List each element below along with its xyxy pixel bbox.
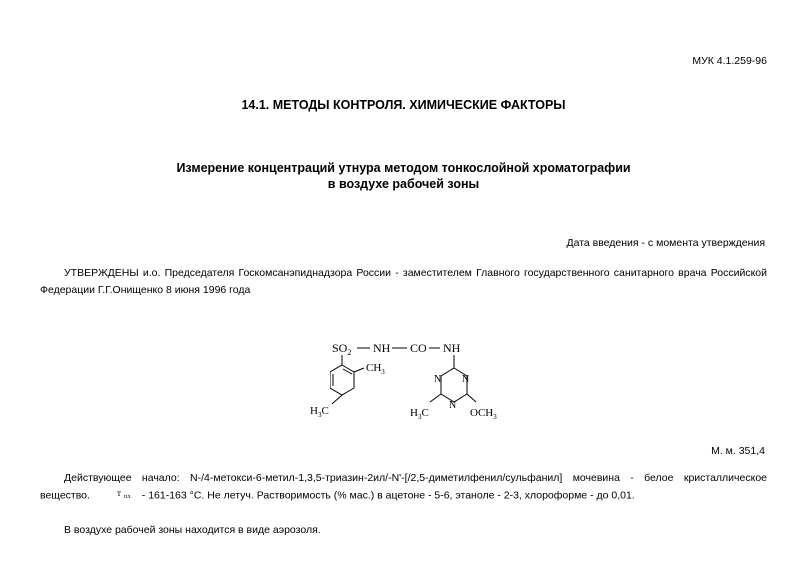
- formula-h3c-benzene: $H_3C$: [310, 405, 329, 420]
- document-title: [0, 160, 807, 192]
- title-line-1: Измерение концентраций утнура методом тонкослойной хроматографии: [176, 161, 631, 175]
- formula-co: CO: [410, 341, 427, 355]
- svg-text:пл.: пл.: [123, 494, 132, 498]
- svg-text:т: т: [116, 488, 121, 498]
- triazine-n-3: N: [449, 400, 457, 411]
- introduction-date: Дата введения - с момента утверждения: [566, 237, 765, 249]
- formula-och3: $OCH_3$: [470, 407, 497, 421]
- formula-ch3-ring: $CH_3$: [366, 362, 385, 376]
- triazine-n-2: N: [462, 374, 470, 385]
- formula-nh-1: NH: [373, 341, 391, 355]
- aerosol-text: В воздухе рабочей зоны находится в виде аэрозоля.: [64, 524, 321, 536]
- document-code: МУК 4.1.259-96: [692, 55, 767, 67]
- formula-h3c-triazine: $H_3C$: [410, 407, 429, 421]
- formula-so2: $SO_2$: [332, 341, 352, 357]
- structural-formula: [330, 338, 510, 428]
- approved-text: и.о. Председателя Госкомсанэпиднадзора России - заместителем Главного государственного санитарного врача Российской Федерации Г.Г.Онищенко 8 июня 1996 года: [40, 267, 767, 296]
- triazine-n-1: N: [434, 374, 442, 385]
- section-heading: 14.1. МЕТОДЫ КОНТРОЛЯ. ХИМИЧЕСКИЕ ФАКТОРЫ: [241, 98, 566, 112]
- formula-nh-2: NH: [443, 341, 461, 355]
- aerosol-paragraph: [40, 522, 767, 539]
- active-text-2: - 161-163 °С. Не летуч. Растворимость (% мас.) в ацетоне - 5-6, этаноле - 2-3, хлороформе - до 0,01.: [138, 489, 635, 502]
- title-line-2: в воздухе рабочей зоны: [327, 177, 480, 191]
- active-text-1: Действующее начало: N-/4-метокси-6-метил-1,3,5-триазин-2ил/-N'-[/2,5-диметилфенил/сульфанил] мочевина - белое кристаллическое вещество.: [40, 472, 767, 502]
- molecular-mass: М. м. 351,4: [711, 445, 765, 457]
- approval-paragraph: [40, 265, 767, 299]
- active-substance-paragraph: [40, 470, 767, 504]
- approved-label: УТВЕРЖДЕНЫ: [64, 267, 139, 279]
- melting-point-symbol: [93, 487, 139, 504]
